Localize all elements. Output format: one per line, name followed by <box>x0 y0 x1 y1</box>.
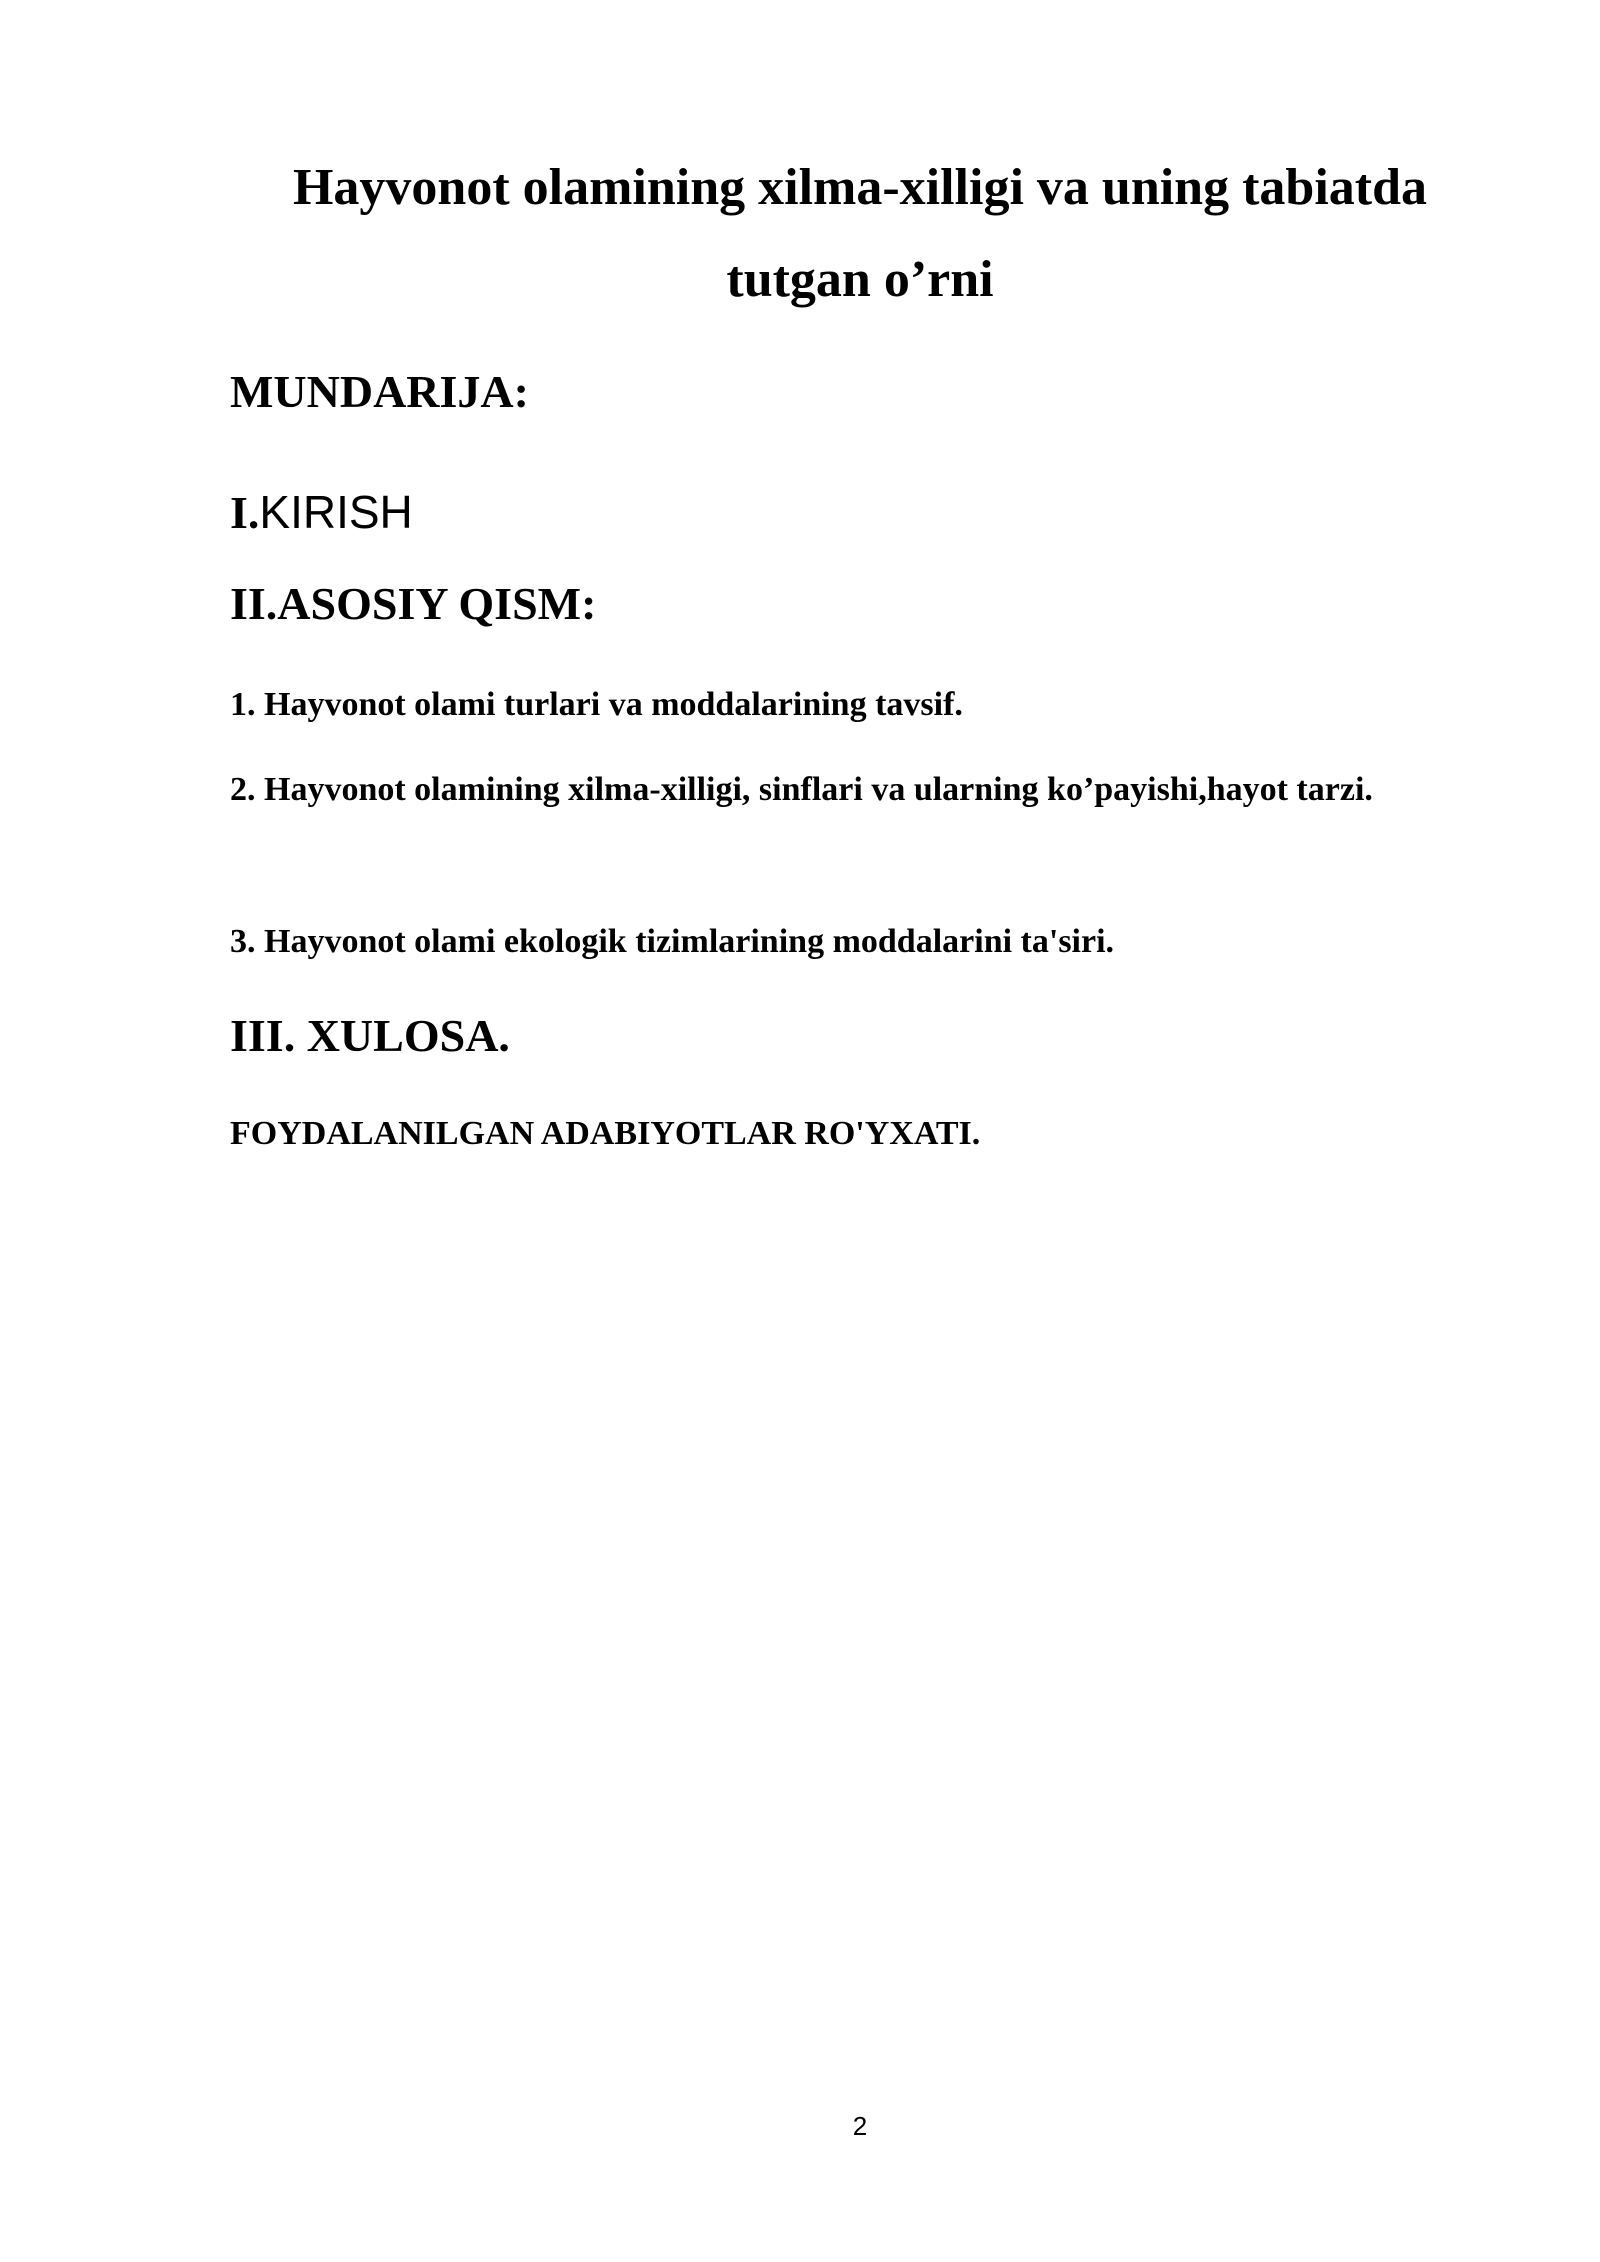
page-number: 2 <box>852 2111 868 2141</box>
toc-item-1: 1. Hayvonot olami turlari va moddalarining tavsif. <box>230 686 963 723</box>
table-of-contents-heading: MUNDARIJA: <box>230 366 529 417</box>
toc-section-main-part: II.ASOSIY QISM: <box>230 578 597 629</box>
toc-item-2: 2. Hayvonot olamining xilma-xilligi, sinflari va ularning ko’payishi,hayot tarzi. <box>230 771 1373 808</box>
section-label: KIRISH <box>259 486 413 538</box>
section-number: I. <box>230 487 260 538</box>
toc-section-conclusion: III. XULOSA. <box>230 1010 510 1061</box>
document-title: Hayvonot olamining xilma-xilligi va uning tabiatda tutgan o’rni <box>292 159 1428 308</box>
toc-section-references: FOYDALANILGAN ADABIYOTLAR RO'YXATI. <box>230 1115 981 1152</box>
toc-section-introduction <box>230 482 413 543</box>
toc-item-3: 3. Hayvonot olami ekologik tizimlarining moddalarini ta'siri. <box>230 923 1115 960</box>
